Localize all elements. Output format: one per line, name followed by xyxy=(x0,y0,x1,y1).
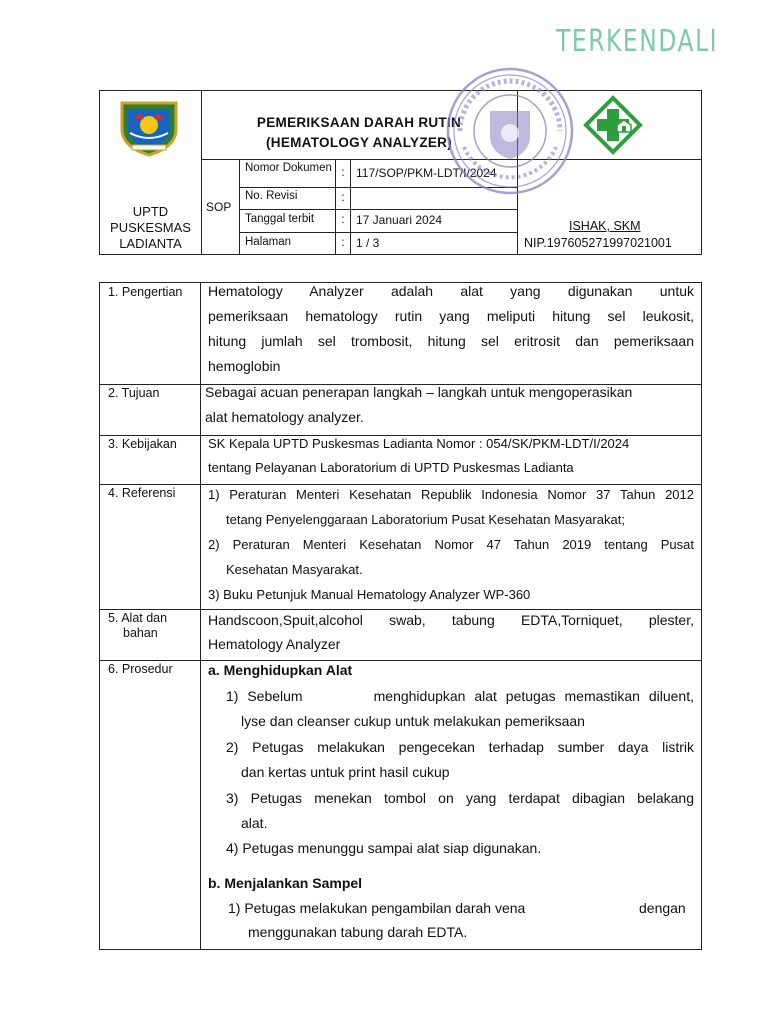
regency-emblem-icon xyxy=(118,97,180,157)
meta-row-revisi: No. Revisi : xyxy=(239,187,517,210)
signer-name: ISHAK, SKM xyxy=(569,219,641,233)
unit-name: UPTD PUSKESMAS LADIANTA xyxy=(110,204,191,251)
section-referensi: 4. Referensi 1) Peraturan Menteri Kesehatan Republik Indonesia Nomor 37 Tahun 2012 tetang Penyelenggaraan Laboratorium Pusat Kesehatan Masyarakat; 2) Peraturan Menteri Kesehatan Nomor 47 Tahun 2019 tentang Pusat Kesehatan Masyarakat. 3) Buku Petunjuk Manual Hematology Analyzer WP-360 xyxy=(100,484,701,610)
puskesmas-logo-icon xyxy=(583,95,643,155)
meta-row-nomor: Nomor Dokumen : 117/SOP/PKM-LDT/I/2024 xyxy=(239,160,517,188)
terkendali-stamp: TERKENDALI xyxy=(556,24,719,59)
signer-nip: NIP.197605271997021001 xyxy=(524,236,672,250)
prosedur-heading-a: a. Menghidupkan Alat xyxy=(208,662,353,678)
regency-logo-cell xyxy=(100,91,202,254)
title-line-1: PEMERIKSAAN DARAH RUTIN xyxy=(256,115,462,130)
section-tujuan: 2. Tujuan Sebagai acuan penerapan langkah – langkah untuk mengoperasikan alat hematology analyzer. xyxy=(100,384,701,436)
official-seal-icon xyxy=(440,61,580,201)
meta-row-tanggal: Tanggal terbit : 17 Januari 2024 xyxy=(239,209,517,233)
section-pengertian: 1. Pengertian Hematology Analyzer adalah alat yang digunakan untuk pemeriksaan hematology rutin yang meliputi hitung sel leukosit, hitung jumlah sel trombosit, hitung sel eritrosit dan pemeriksaan hemoglobin xyxy=(100,283,701,385)
meta-row-halaman: Halaman : 1 / 3 xyxy=(239,232,517,255)
section-alat-bahan: 5. Alat dan bahan Handscoon,Spuit,alcohol swab, tabung EDTA,Torniquet, plester, Hematology Analyzer xyxy=(100,609,701,661)
sop-content-table xyxy=(99,282,702,950)
section-prosedur: 6. Prosedur a. Menghidupkan Alat 1) Sebelum menghidupkan alat petugas memastikan diluent, lyse dan cleanser cukup untuk melakukan pemeriksaan 2) Petugas melakukan pengecekan terhadap sumber daya listrik dan kertas untuk print hasil cukup 3) Petugas menekan tombol on yang terdapat dibagian belakang alat. 4) Petugas menunggu sampai alat siap digunakan. b. Menjalankan Sampel 1) Petugas melakukan pengambilan darah vena dengan menggunakan tabung darah EDTA. xyxy=(100,660,701,949)
title-line-2: (HEMATOLOGY ANALYZER) xyxy=(265,135,453,150)
sop-cell: SOP xyxy=(201,160,240,255)
prosedur-heading-b: b. Menjalankan Sampel xyxy=(208,875,363,891)
section-kebijakan: 3. Kebijakan SK Kepala UPTD Puskesmas Ladianta Nomor : 054/SK/PKM-LDT/I/2024 tentang Pelayanan Laboratorium di UPTD Puskesmas Ladianta xyxy=(100,435,701,485)
